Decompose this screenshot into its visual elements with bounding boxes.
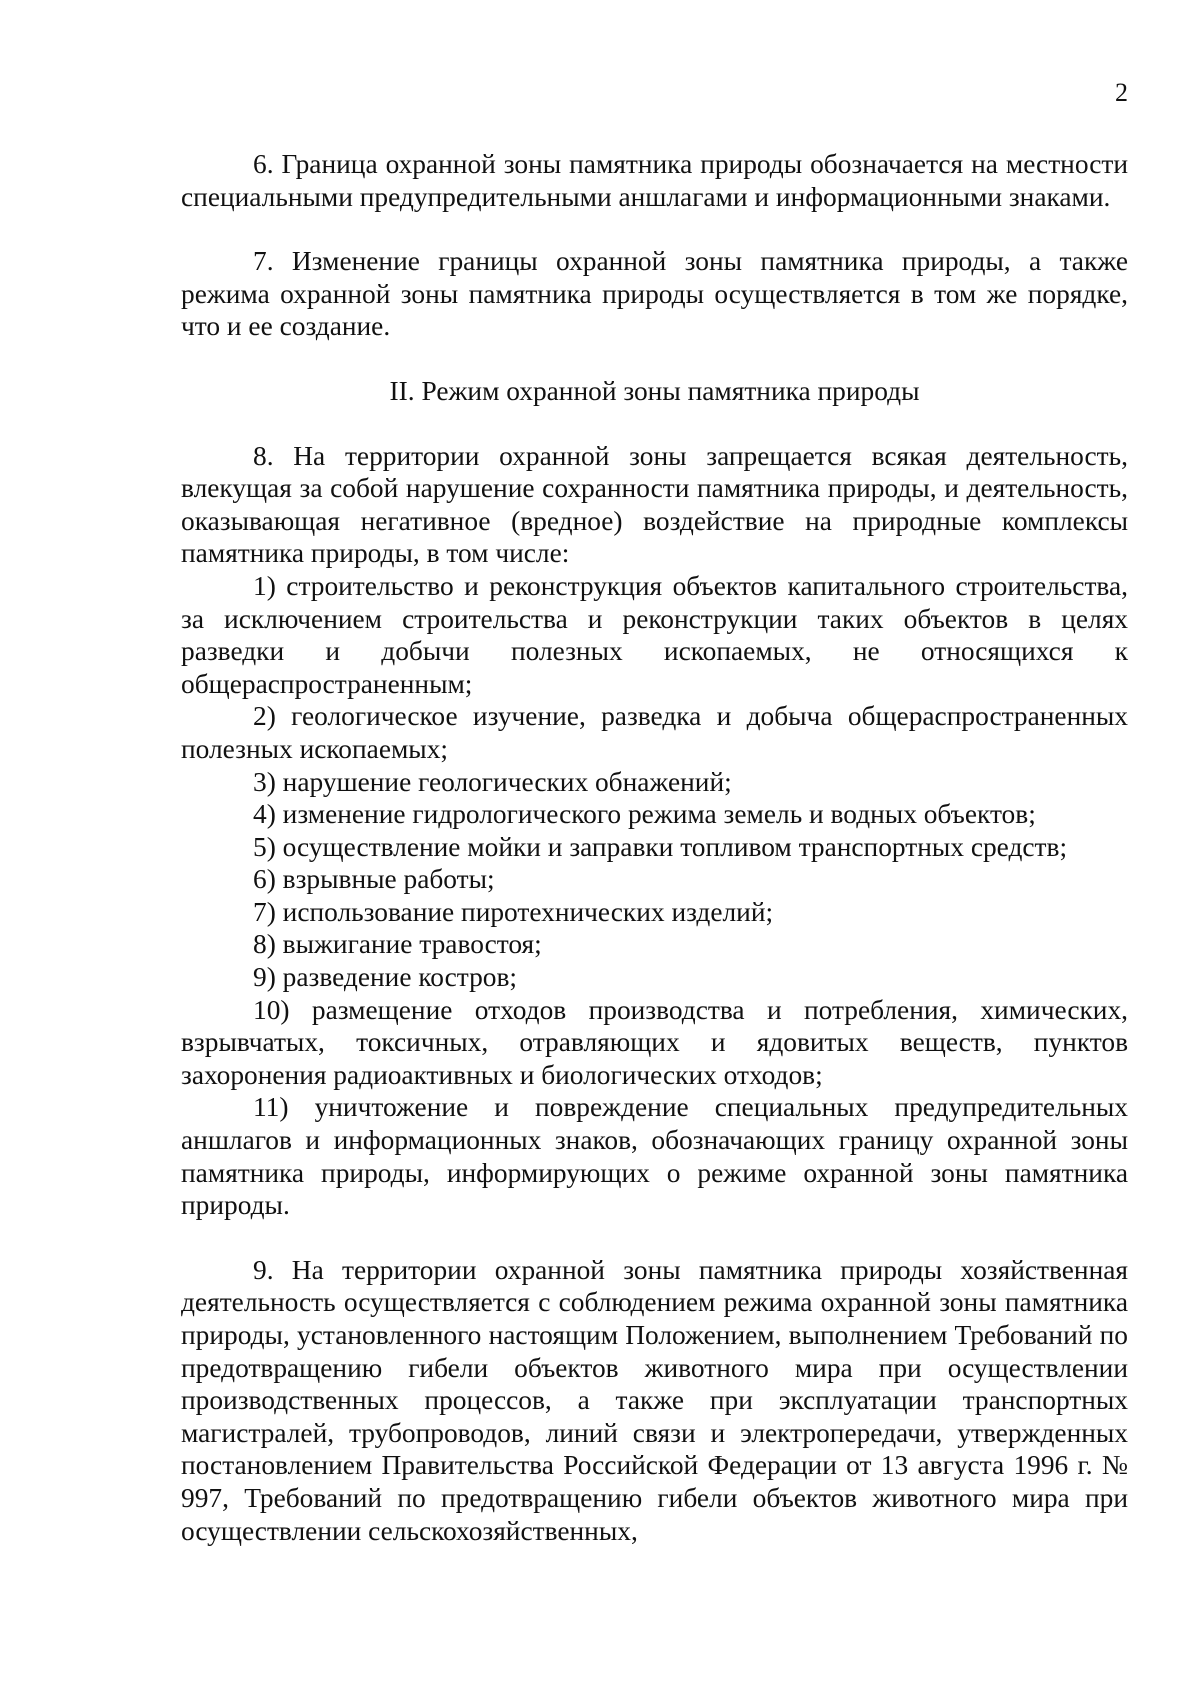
- paragraph-gap: [181, 408, 1128, 440]
- list-item-11: 11) уничтожение и повреждение специальных предупредительных аншлагов и информационных знаков, обозначающих границу охранной зоны памятника природы, информирующих о режиме охранной зоны памятника природы.: [181, 1092, 1128, 1221]
- list-item-1: 1) строительство и реконструкция объектов капитального строительства, за исключением строительства и реконструкции таких объектов в целях разведки и добычи полезных ископаемых, не относящихся к общераспространенным;: [181, 570, 1128, 699]
- list-item-4: 4) изменение гидрологического режима земель и водных объектов;: [253, 799, 1036, 830]
- list-item-8: 8) выжигание травостоя;: [253, 929, 542, 960]
- list-item-2: 2) геологическое изучение, разведка и добыча общераспространенных полезных ископаемых;: [181, 701, 1128, 764]
- list-item-3: 3) нарушение геологических обнажений;: [253, 766, 732, 797]
- list-item-6: 6) взрывные работы;: [253, 864, 495, 895]
- list-item-9: 9) разведение костров;: [253, 962, 518, 993]
- paragraph-gap: [181, 343, 1128, 375]
- list-item-5: 5) осуществление мойки и заправки топливом транспортных средств;: [253, 831, 1068, 862]
- paragraph-7: 7. Изменение границы охранной зоны памятника природы, а также режима охранной зоны памятника природы осуществляется в том же порядке, что и ее создание.: [181, 246, 1128, 342]
- list-item-7: 7) использование пиротехнических изделий;: [253, 896, 774, 927]
- page-number: 2: [1115, 78, 1128, 107]
- document-body: [181, 148, 1128, 1547]
- paragraph-8: 8. На территории охранной зоны запрещается всякая деятельность, влекущая за собой нарушение сохранности памятника природы, и деятельность, оказывающая негативное (вредное) воздействие на природные комплексы памятника природы, в том числе:: [181, 440, 1128, 569]
- list-item-10: 10) размещение отходов производства и потребления, химических, взрывчатых, токсичных, отравляющих и ядовитых веществ, пунктов захоронения радиоактивных и биологических отходов;: [181, 994, 1128, 1090]
- section-heading: II. Режим охранной зоны памятника природы: [389, 375, 920, 406]
- paragraph-gap: [181, 213, 1128, 245]
- paragraph-9: 9. На территории охранной зоны памятника природы хозяйственная деятельность осуществляется с соблюдением режима охранной зоны памятника природы, установленного настоящим Положением, выполнением Требований по предотвращению гибели объектов животного мира при осуществлении производственных процессов, а также при эксплуатации транспортных магистралей, трубопроводов, линий связи и электропередачи, утвержденных постановлением Правительства Российской Федерации от 13 августа 1996 г. № 997, Требований по предотвращению гибели объектов животного мира при осуществлении сельскохозяйственных,: [181, 1254, 1128, 1546]
- paragraph-6: 6. Граница охранной зоны памятника природы обозначается на местности специальными предупредительными аншлагами и информационными знаками.: [181, 149, 1128, 212]
- paragraph-gap: [181, 1222, 1128, 1254]
